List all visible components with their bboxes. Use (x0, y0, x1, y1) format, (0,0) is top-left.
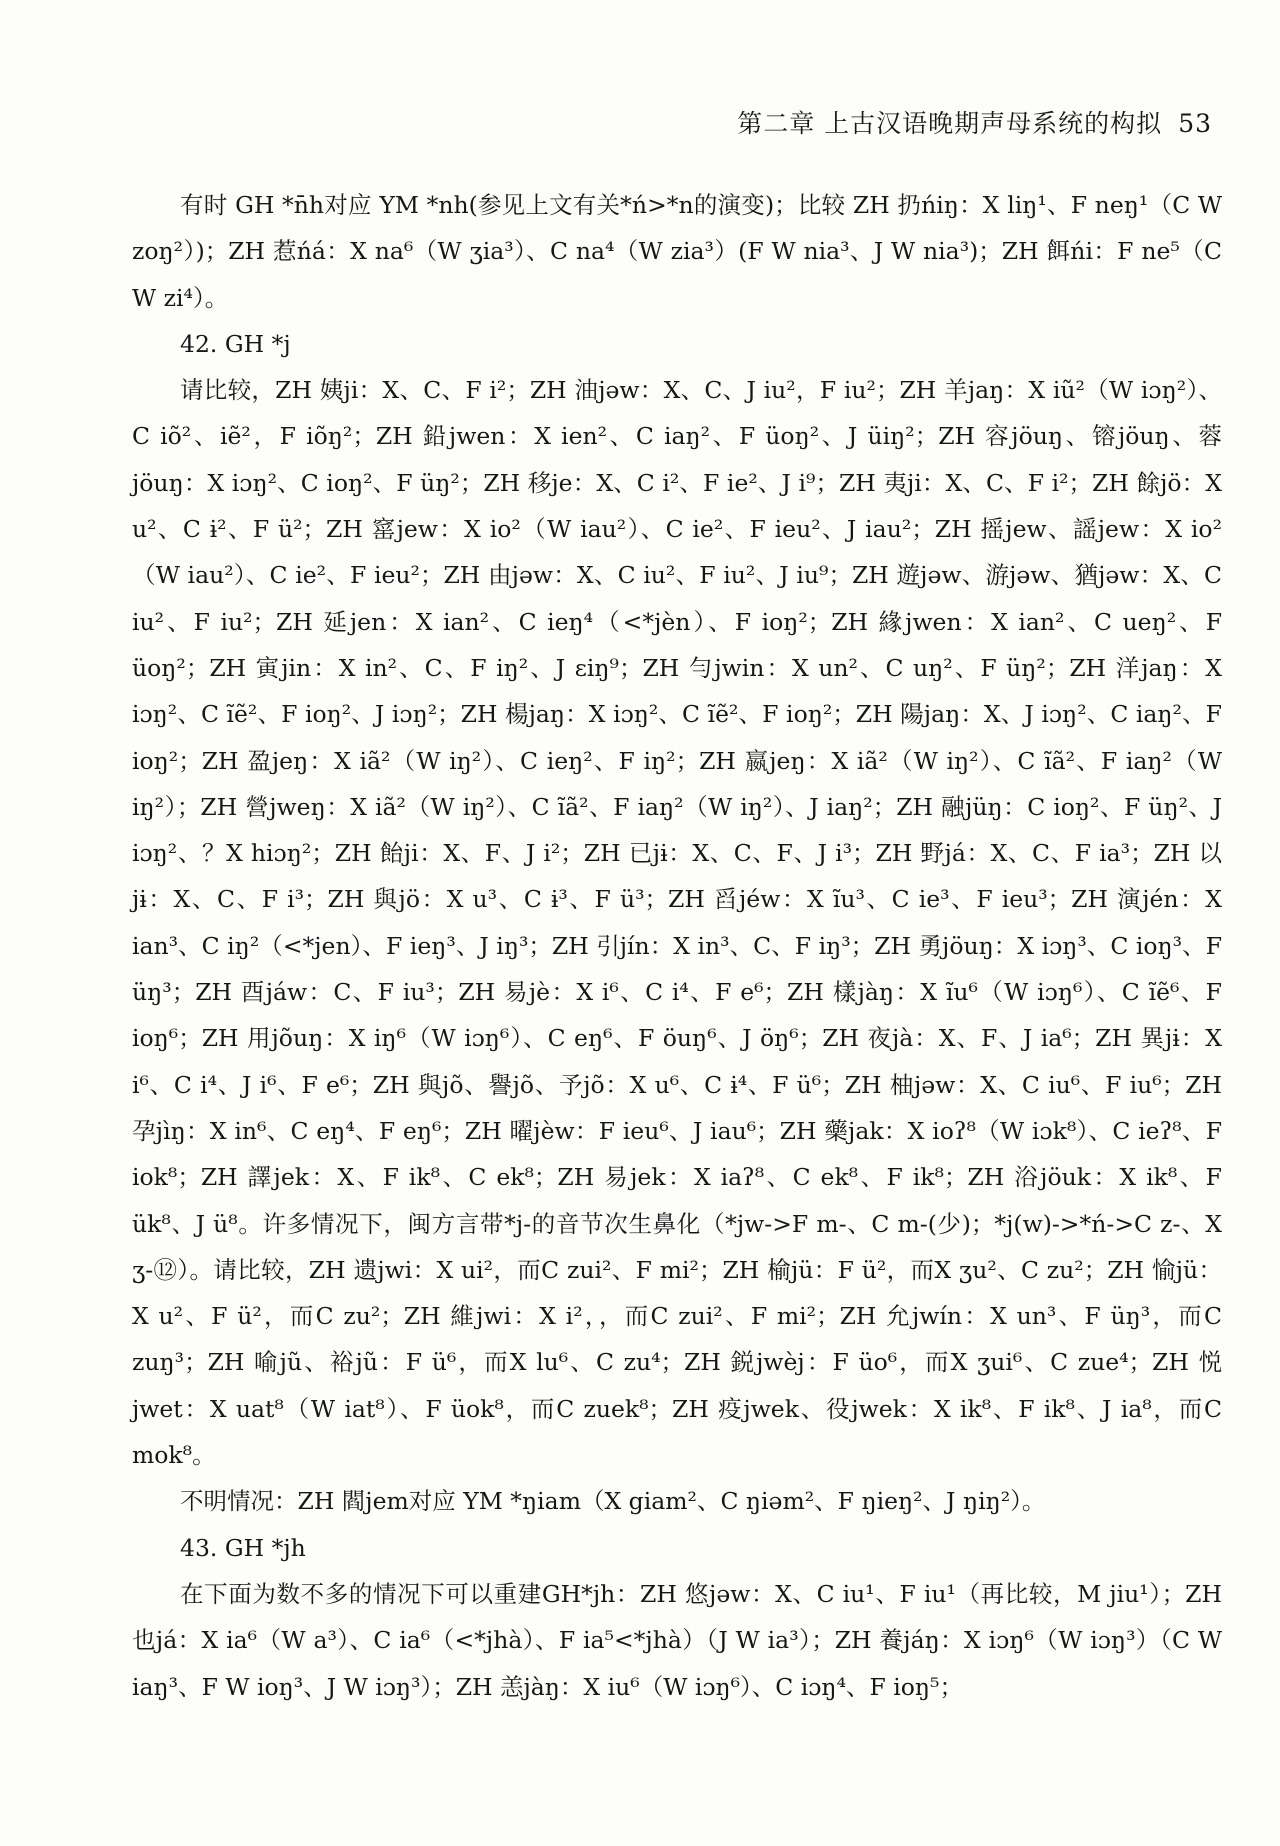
paragraph-intro: 有时 GH *n̄h对应 YM *nh(参见上文有关*ń>*n的演变)；比较 ZH 扔ńiŋ：X liŋ¹、F neŋ¹（C W zoŋ²）)；ZH 惹ńá：X na⁶（W ʒia³）、C na⁴（W zia³）(F W nia³、J W nia³)；ZH 餌ńi：F ne⁵（C W zi⁴）。 (132, 191, 1222, 312)
page-number: 53 (1178, 109, 1212, 138)
section-heading-42: 42. GH *j (180, 329, 291, 358)
running-header (737, 104, 1212, 140)
running-title: 第二章 上古汉语晚期声母系统的构拟 (737, 109, 1163, 138)
paragraph-43: 在下面为数不多的情况下可以重建GH*jh：ZH 悠jəw：X、C iu¹、F iu¹（再比较，M jiu¹）；ZH 也já：X ia⁶（W a³）、C ia⁶（<*jhà）、F ia⁵<*jhà）（J W ia³）；ZH 養jáŋ：X iɔŋ⁶（W iɔŋ³）（C W iaŋ³、F W ioŋ³、J W iɔŋ³）；ZH 恙jàŋ：X iu⁶（W iɔŋ⁶）、C iɔŋ⁴、F ioŋ⁵； (132, 1579, 1222, 1701)
paragraph-42: 请比较，ZH 姨ji：X、C、F i²；ZH 油jəw：X、C、J iu²，F iu²；ZH 羊jaŋ：X iũ²（W iɔŋ²）、C iõ²、iẽ²，F iõŋ²；ZH 鉛jwen：X ien²、C iaŋ²、F üoŋ²、J üiŋ²；ZH 容jöuŋ、镕jöuŋ、蓉jöuŋ：X iɔŋ²、C ioŋ²、F üŋ²；ZH 移je：X、C i²、F ie²、J i⁹；ZH 夷ji：X、C、F i²；ZH 餘jö：X u²、C ɨ²、F ü²；ZH 窰jew：X io²（W iau²）、C ie²、F ieu²、J iau²；ZH 摇jew、謡jew：X io²（W iau²）、C ie²、F ieu²；ZH 由jəw：X、C iu²、F iu²、J iu⁹；ZH 遊jəw、游jəw、猶jəw：X、C iu²、F iu²；ZH 延jen：X ian²、C ieŋ⁴（<*jèn）、F ioŋ²；ZH 緣jwen：X ian²、C ueŋ²、F üoŋ²；ZH 寅jin：X in²、C、F iŋ²、J ɛiŋ⁹；ZH 勻jwin：X un²、C uŋ²、F üŋ²；ZH 洋jaŋ：X iɔŋ²、C ĩẽ²、F ioŋ²、J iɔŋ²；ZH 楊jaŋ：X iɔŋ²、C ĩẽ²、F ioŋ²；ZH 陽jaŋ：X、J iɔŋ²、C iaŋ²、F ioŋ²；ZH 盈jeŋ：X iã²（W iŋ²）、C ieŋ²、F iŋ²；ZH 嬴jeŋ：X iã²（W iŋ²）、C ĩã²、F iaŋ²（W iŋ²）；ZH 營jweŋ：X iã²（W iŋ²）、C ĩã²、F iaŋ²（W iŋ²）、J iaŋ²；ZH 融jüŋ：C ioŋ²、F üŋ²、J iɔŋ²、？X hiɔŋ²；ZH 飴ji：X、F、J i²；ZH 已jɨ：X、C、F、J i³；ZH 野já：X、C、F ia³；ZH 以jɨ：X、C、F i³；ZH 與jö：X u³、C ɨ³、F ü³；ZH 舀jéw：X ĩu³、C ie³、F ieu³；ZH 演jén：X ian³、C iŋ²（<*jen）、F ieŋ³、J iŋ³；ZH 引jín：X in³、C、F iŋ³；ZH 勇jöuŋ：X iɔŋ³、C ioŋ³、F üŋ³；ZH 酉jáw：C、F iu³；ZH 易jè：X i⁶、C i⁴、F e⁶；ZH 樣jàŋ：X ĩu⁶（W iɔŋ⁶）、C ĩẽ⁶、F ioŋ⁶；ZH 用jõuŋ：X iŋ⁶（W iɔŋ⁶）、C eŋ⁶、F öuŋ⁶、J öŋ⁶；ZH 夜jà：X、F、J ia⁶；ZH 異jɨ：X i⁶、C i⁴、J i⁶、F e⁶；ZH 與jõ、譽jõ、予jõ：X u⁶、C ɨ⁴、F ü⁶；ZH 柚jəw：X、C iu⁶、F iu⁶；ZH 孕jìŋ：X in⁶、C eŋ⁴、F eŋ⁶；ZH 曜jèw：F ieu⁶、J iau⁶；ZH 藥jak：X ioʔ⁸（W iɔk⁸）、C ieʔ⁸、F iok⁸；ZH 譯jek：X、F ik⁸、C ek⁸；ZH 易jek：X iaʔ⁸、C ek⁸、F ik⁸；ZH 浴jöuk：X ik⁸、F ük⁸、J ü⁸。许多情况下，闽方言带*j-的音节次生鼻化（*jw->F m-、C m-(少)；*j(w)->*ń->C z-、X ʒ-⑫）。请比较，ZH 遗jwi：X ui²，而C zui²、F mi²；ZH 榆jü：F ü²，而X ʒu²、C zu²；ZH 愉jü：X u²、F ü²，而C zu²；ZH 維jwi：X i²，，而C zui²、F mi²；ZH 允jwín：X un³、F üŋ³，而C zuŋ³；ZH 喻jũ、裕jũ：F ü⁶，而X lu⁶、C zu⁴；ZH 鋭jwèj：F üo⁶，而X ʒui⁶、C zue⁴；ZH 悦jwet：X uat⁸（W iat⁸）、F üok⁸，而C zuek⁸；ZH 疫jwek、役jwek：X ik⁸、F ik⁸、J ia⁸，而C mok⁸。 (132, 376, 1222, 1470)
paragraph-unclear: 不明情况：ZH 閻jem对应 YM *ŋiam（X giam²、C ŋiəm²、F ŋieŋ²、J ŋiŋ²）。 (180, 1487, 1046, 1516)
section-heading-43: 43. GH *jh (180, 1533, 306, 1562)
page-body (132, 182, 1222, 1710)
